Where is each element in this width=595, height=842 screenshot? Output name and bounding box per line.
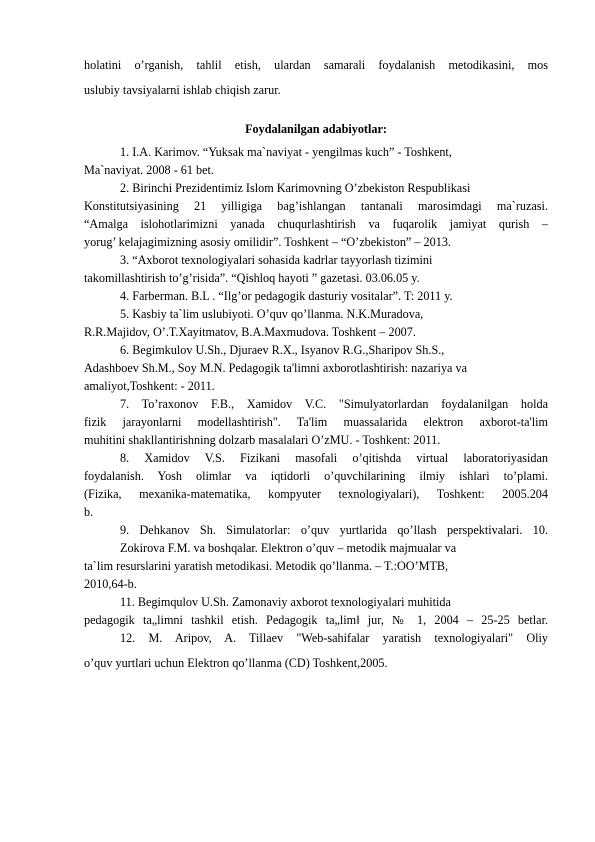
reference-line: 9. Dehkanov Sh. Simulatorlar: o’quv yurtlarida qo’llash perspektivalari. 10. — [120, 523, 548, 537]
reference-line: amaliyot,Toshkent: - 2011. — [84, 379, 215, 393]
reference-line: yorug’ kelajagimizning asosiy omilidir”. Toshkent – “O’zbekiston” – 2013. — [84, 235, 451, 249]
reference-line: Konstitutsiyasining 21 yilligiga bag’ishlangan tantanali marosimdagi ma`ruzasi. — [84, 199, 548, 213]
reference-line: fizik jarayonlarni modellashtirish". Ta'lim muassalarida elektron axborot-ta'lim — [84, 415, 548, 429]
reference-line: 5. Kasbiy ta`lim uslubiyoti. O’quv qo’llanma. N.K.Muradova, — [120, 307, 424, 321]
reference-line: Zokirova F.M. va boshqalar. Elektron o’quv – metodik majmualar va — [120, 541, 457, 555]
reference-line: muhitini shakllantirishning dolzarb masalalari O’zMU. - Toshkent: 2011. — [84, 433, 441, 447]
reference-line: 2. Birinchi Prezidentimiz Islom Karimovning O’zbekiston Respublikasi — [120, 181, 471, 195]
reference-line: 1. I.A. Karimov. “Yuksak ma`naviyat - yengilmas kuch” - Toshkent, — [120, 145, 452, 159]
reference-line: b. — [84, 505, 94, 519]
intro-line-2: uslubiy tavsiyalarni ishlab chiqish zarur. — [84, 83, 281, 97]
reference-line: 8. Xamidov V.S. Fizikani masofali o’qitishda virtual laboratoriyasidan — [120, 451, 548, 465]
reference-line: R.R.Majidov, O’.T.Xayitmatov, B.A.Maxmudova. Toshkent – 2007. — [84, 325, 416, 339]
references-title: Foydalanilgan adabiyotlar: — [245, 122, 387, 136]
reference-line: pedagogik ta„limni tashkil etish. Pedagogik ta„lim‖ jur, № 1, 2004 – 25-25 betlar. — [84, 613, 548, 627]
intro-line-1: holatini o’rganish, tahlil etish, ulardan samarali foydalanish metodikasini, mos — [84, 58, 548, 72]
reference-line: o’quv yurtlari uchun Elektron qo’llanma (CD) Toshkent,2005. — [84, 656, 388, 670]
reference-line: 7. To’raxonov F.B., Xamidov V.C. "Simulyatorlardan foydalanilgan holda — [120, 397, 548, 411]
reference-line: 3. “Axborot texnologiyalari sohasida kadrlar tayyorlash tizimini — [120, 253, 433, 267]
reference-line: 2010,64-b. — [84, 577, 137, 591]
reference-line: 12. M. Aripov, A. Tillaev "Web-sahifalar yaratish texnologiyalari" Oliy — [120, 631, 548, 645]
reference-line: 11. Begimqulov U.Sh. Zamonaviy axborot texnologiyalari muhitida — [120, 595, 451, 609]
reference-line: takomillashtirish to’g’risida”. “Qishloq hayoti ” gazetasi. 03.06.05 y. — [84, 271, 420, 285]
reference-line: ta`lim resurslarini yaratish metodikasi. Metodik qo’llanma. – T.:OO’MTB, — [84, 559, 449, 573]
reference-line: 4. Farberman. B.L . “Ilg’or pedagogik dasturiy vositalar”. T: 2011 y. — [120, 289, 453, 303]
reference-line: Adashboev Sh.M., Soy M.N. Pedagogik ta'limni axborotlashtirish: nazariya va — [84, 361, 468, 375]
reference-line: “Amalga islohotlarimizni yanada chuqurlashtirish va fuqarolik jamiyat qurish – — [84, 217, 548, 231]
reference-line: 6. Begimkulov U.Sh., Djuraev R.X., Isyanov R.G.,Sharipov Sh.S., — [120, 343, 445, 357]
reference-line: (Fizika, mexanika-matematika, kompyuter texnologiyalari), Toshkent: 2005.204 — [84, 487, 548, 501]
reference-line: Ma`naviyat. 2008 - 61 bet. — [84, 163, 214, 177]
reference-line: foydalanish. Yosh olimlar va iqtidorli o’quvchilarining ilmiy ishlari to’plami. — [84, 469, 548, 483]
